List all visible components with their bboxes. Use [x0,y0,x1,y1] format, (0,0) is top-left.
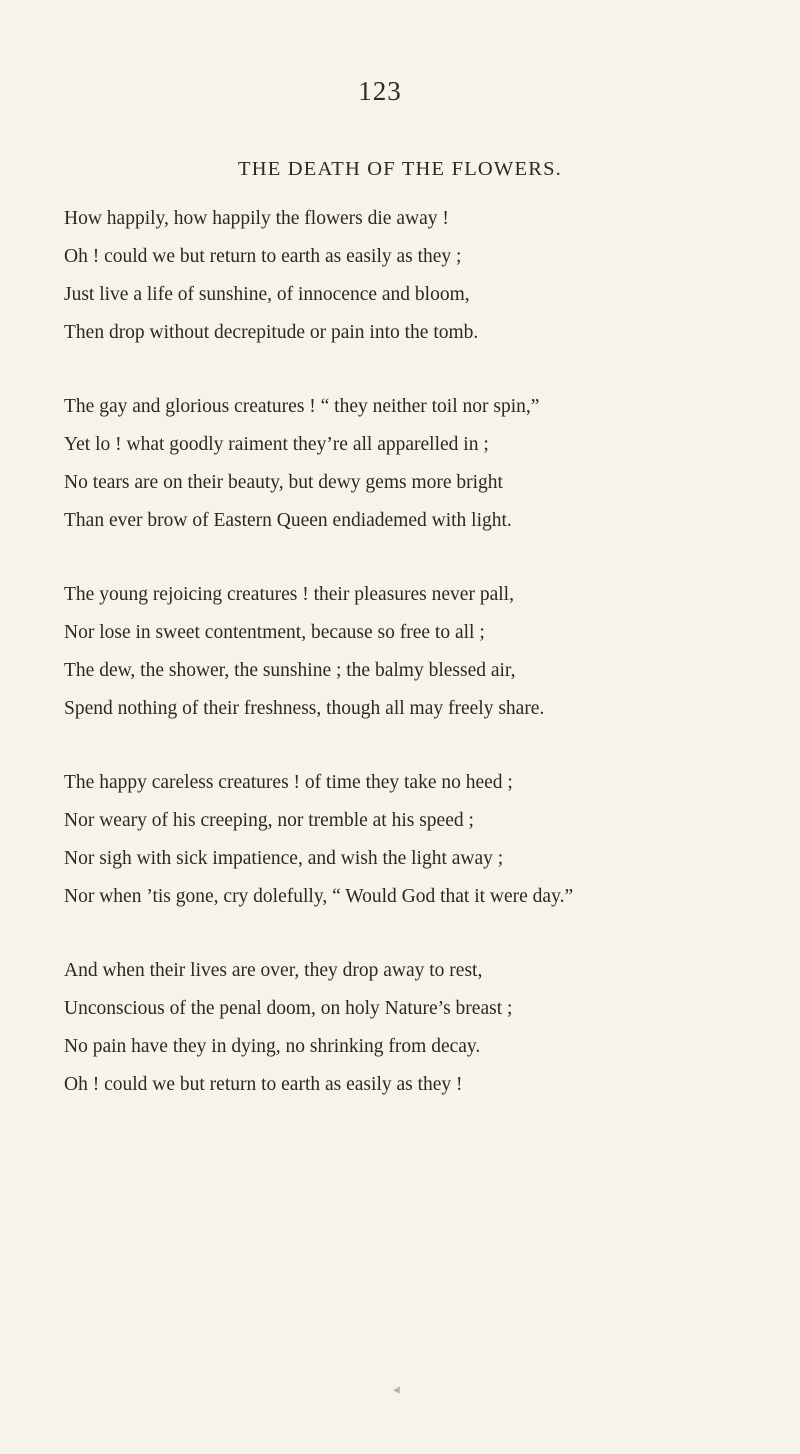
page-number: 123 [358,76,402,106]
stanza-3 [64,576,794,728]
poem-line: Yet lo ! what goodly raiment they’re all apparelled in ; [64,434,489,455]
poem-line: Oh ! could we but return to earth as easily as they ; [64,246,462,267]
poem-line: Oh ! could we but return to earth as easily as they ! [64,1074,463,1095]
poem-line: The gay and glorious creatures ! “ they neither toil nor spin,” [64,396,540,417]
poem-line: And when their lives are over, they drop away to rest, [64,960,483,981]
poem-line: Then drop without decrepitude or pain into the tomb. [64,322,479,343]
poem-line: Unconscious of the penal doom, on holy Nature’s breast ; [64,998,513,1019]
poem-line: The young rejoicing creatures ! their pleasures never pall, [64,584,514,605]
poem-line: Nor lose in sweet contentment, because so free to all ; [64,622,485,643]
stanza-2 [64,388,794,540]
poem-line: Nor when ’tis gone, cry dolefully, “ Would God that it were day.” [64,886,574,907]
poem-line: Nor weary of his creeping, nor tremble at his speed ; [64,810,474,831]
stanza-4 [64,764,794,916]
poem-line: Nor sigh with sick impatience, and wish the light away ; [64,848,504,869]
poem-line: No tears are on their beauty, but dewy gems more bright [64,472,503,493]
poem-body [64,200,794,1140]
stanza-5 [64,952,794,1104]
poem-line: How happily, how happily the flowers die away ! [64,208,449,229]
poem-line: Than ever brow of Eastern Queen endiademed with light. [64,510,512,531]
poem-line: Spend nothing of their freshness, though all may freely share. [64,698,545,719]
paper-speck [393,1386,403,1395]
poem-title: THE DEATH OF THE FLOWERS. [237,158,563,180]
stanza-1 [64,200,794,352]
poem-line: The dew, the shower, the sunshine ; the balmy blessed air, [64,660,516,681]
poem-line: Just live a life of sunshine, of innocence and bloom, [64,284,470,305]
poem-line: The happy careless creatures ! of time they take no heed ; [64,772,513,793]
poem-line: No pain have they in dying, no shrinking from decay. [64,1036,481,1057]
